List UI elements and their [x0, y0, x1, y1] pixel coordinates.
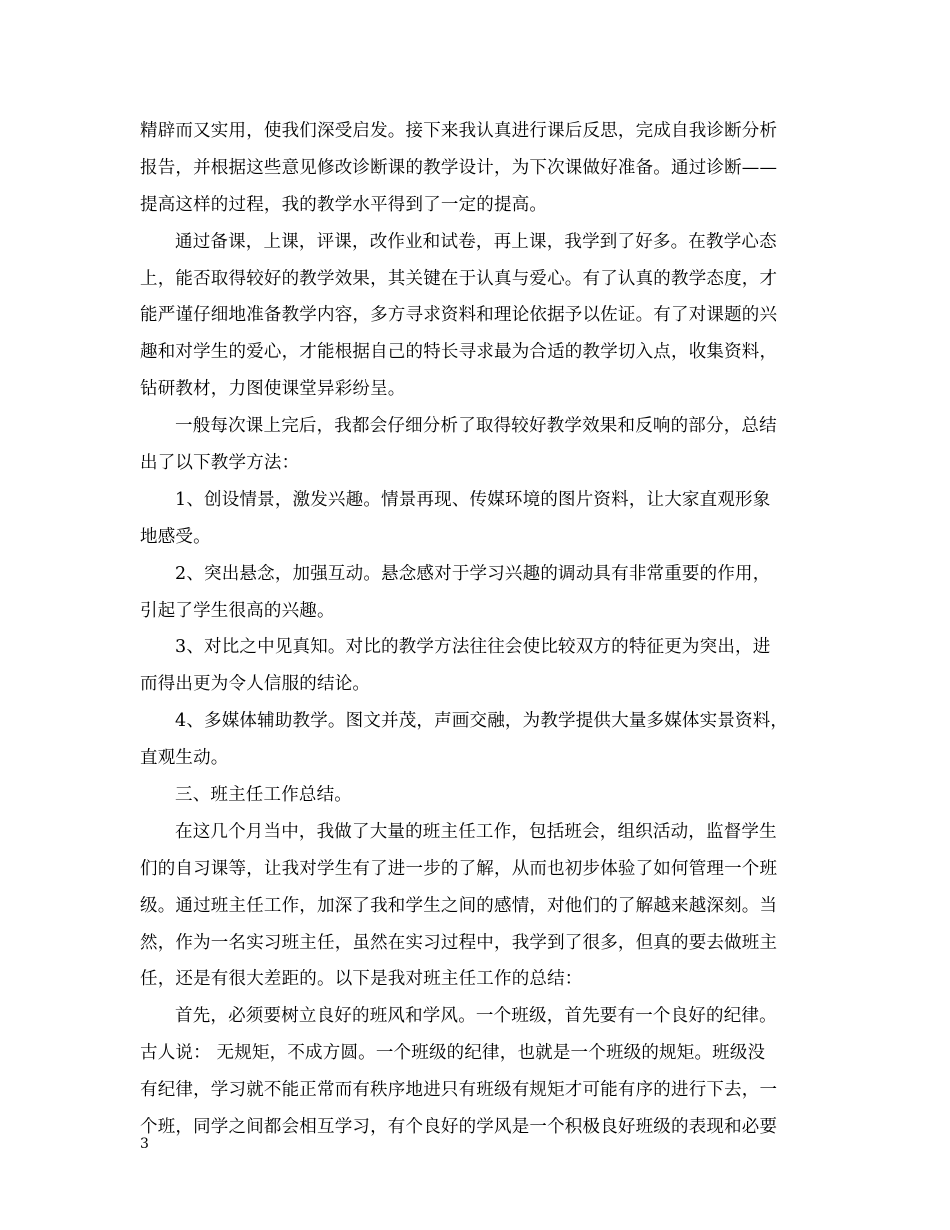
- text-line: 报告，并根据这些意见修改诊断课的教学设计，为下次课做好准备。通过诊断——: [140, 157, 778, 178]
- text-line: 一般每次课上完后，我都会仔细分析了取得较好教学效果和反响的部分，总结: [175, 416, 777, 437]
- text-line: 能严谨仔细地准备教学内容，多方寻求资料和理论依据予以佐证。有了对课题的兴: [140, 305, 778, 326]
- text-line: 引起了学生很高的兴趣。: [140, 600, 335, 621]
- text-line: 三、班主任工作总结。: [175, 785, 352, 806]
- text-line: 上，能否取得较好的教学效果，其关键在于认真与爱心。有了认真的教学态度，才: [140, 268, 778, 289]
- text-line: 2、突出悬念，加强互动。悬念感对于学习兴趣的调动具有非常重要的作用，: [175, 563, 771, 584]
- text-line: 首先，必须要树立良好的班风和学风。一个班级，首先要有一个良好的纪律。: [175, 1006, 777, 1027]
- text-line: 地感受。: [140, 526, 211, 547]
- text-line: 4、多媒体辅助教学。图文并茂，声画交融，为教学提供大量多媒体实景资料，: [175, 711, 789, 732]
- body-text: [140, 113, 822, 1146]
- text-line: 通过备课，上课，评课，改作业和试卷，再上课，我学到了好多。在教学心态: [175, 231, 777, 252]
- text-line: 出了以下教学方法：: [140, 453, 300, 474]
- text-line: 在这几个月当中，我做了大量的班主任工作，包括班会，组织活动，监督学生: [175, 821, 777, 842]
- text-line: 提高这样的过程，我的教学水平得到了一定的提高。: [140, 194, 548, 215]
- text-line: 个班，同学之间都会相互学习，有个良好的学风是一个积极良好班级的表现和必要: [140, 1117, 778, 1138]
- page-number: 3: [140, 1136, 149, 1152]
- text-line: 然，作为一名实习班主任，虽然在实习过程中，我学到了很多，但真的要去做班主: [140, 932, 778, 953]
- text-line: 精辟而又实用，使我们深受启发。接下来我认真进行课后反思，完成自我诊断分析: [140, 121, 778, 141]
- text-line: 3、对比之中见真知。对比的教学方法往往会使比较双方的特征更为突出，进: [175, 637, 771, 658]
- text-line: 级。通过班主任工作，加深了我和学生之间的感情，对他们的了解越来越深刻。当: [140, 895, 778, 916]
- text-line: 而得出更为令人信服的结论。: [140, 674, 371, 695]
- text-line: 直观生动。: [140, 748, 229, 769]
- text-line: 古人说： 无规矩，不成方圆。一个班级的纪律，也就是一个班级的规矩。班级没: [140, 1043, 766, 1064]
- text-line: 1、创设情景，激发兴趣。情景再现、传媒环境的图片资料，让大家直观形象: [175, 489, 771, 510]
- text-line: 趣和对学生的爱心，才能根据自己的特长寻求最为合适的教学切入点，收集资料，: [140, 342, 778, 363]
- text-line: 们的自习课等，让我对学生有了进一步的了解，从而也初步体验了如何管理一个班: [140, 858, 778, 879]
- text-line: 钻研教材，力图使课堂异彩纷呈。: [140, 379, 406, 400]
- text-line: 有纪律，学习就不能正常而有秩序地进只有班级有规矩才可能有序的进行下去，一: [140, 1080, 778, 1101]
- text-line: 任，还是有很大差距的。以下是我对班主任工作的总结：: [140, 969, 583, 990]
